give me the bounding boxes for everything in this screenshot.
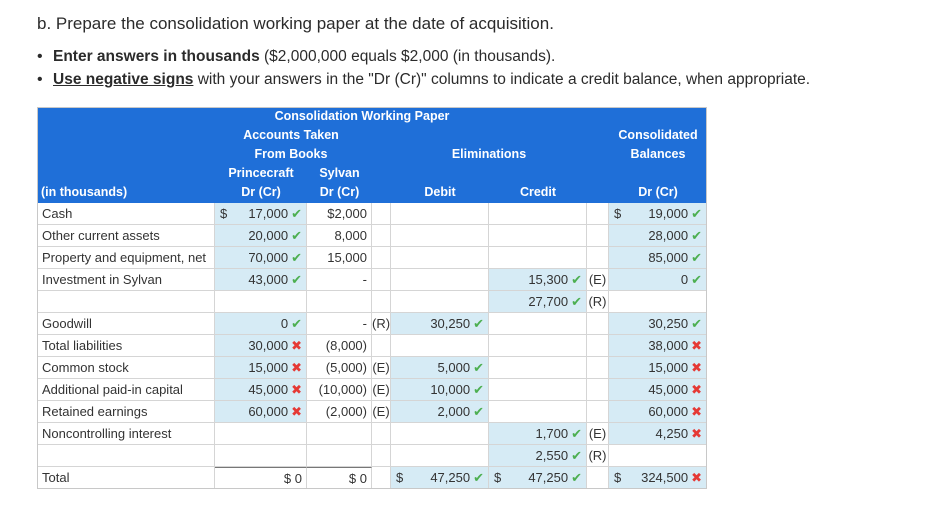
correct-icon: ✔ [691,228,702,243]
row-label-other-current-assets: Other current assets [37,225,215,247]
gw-debit[interactable]: 30,250 ✔ [391,313,489,335]
correct-icon: ✔ [691,272,702,287]
inv-consolidated[interactable]: 0 ✔ [609,269,707,291]
oca-consolidated[interactable]: 28,000 ✔ [609,225,707,247]
total-debit[interactable]: $ 47,250 ✔ [391,467,489,489]
ppe-consolidated[interactable]: 85,000 ✔ [609,247,707,269]
inv2-credit-code: (R) [587,291,609,313]
correct-icon: ✔ [473,360,484,375]
cs-sylvan-code: (E) [372,357,391,379]
apic-princecraft[interactable]: 45,000 ✖ [215,379,307,401]
correct-icon: ✔ [291,250,302,265]
re-consolidated[interactable]: 60,000 ✖ [609,401,707,423]
total-princecraft: $ 0 [215,467,307,489]
row-label-common-stock: Common stock [37,357,215,379]
correct-icon: ✔ [571,448,582,463]
correct-icon: ✔ [473,316,484,331]
header-consolidated-line1: Consolidated [618,128,698,142]
correct-icon: ✔ [691,206,702,221]
instruction-negative-bold: Use negative signs [53,71,194,88]
header-sylvan-drcr: Dr (Cr) [319,185,360,199]
ppe-princecraft[interactable]: 70,000 ✔ [215,247,307,269]
correct-icon: ✔ [291,316,302,331]
correct-icon: ✔ [571,470,582,485]
row-label-total-liabilities: Total liabilities [37,335,215,357]
header-eliminations: Eliminations [451,147,527,161]
header-title: Consolidation Working Paper [274,109,450,123]
header-credit: Credit [519,185,557,199]
header-princecraft: Princecraft [228,166,294,180]
inv-sylvan: - [307,269,372,291]
header-accounts-line1: Accounts Taken [243,128,339,142]
re-sylvan-code: (E) [372,401,391,423]
header-in-thousands: (in thousands) [41,185,128,199]
correct-icon: ✔ [291,228,302,243]
incorrect-icon: ✖ [691,426,702,441]
header-sylvan: Sylvan [319,166,360,180]
cash-princecraft[interactable]: $ 17,000 ✔ [215,203,307,225]
incorrect-icon: ✖ [691,360,702,375]
tl-princecraft[interactable]: 30,000 ✖ [215,335,307,357]
gw-consolidated[interactable]: 30,250 ✔ [609,313,707,335]
bullet-icon: • [37,71,43,88]
nci2-credit-code: (R) [587,445,609,467]
total-credit[interactable]: $ 47,250 ✔ [489,467,587,489]
apic-debit[interactable]: 10,000 ✔ [391,379,489,401]
correct-icon: ✔ [473,382,484,397]
correct-icon: ✔ [473,470,484,485]
row-label-property-equipment: Property and equipment, net [37,247,215,269]
inv-credit[interactable]: 15,300 ✔ [489,269,587,291]
cs-debit[interactable]: 5,000 ✔ [391,357,489,379]
incorrect-icon: ✖ [691,470,702,485]
apic-sylvan: (10,000) [307,379,372,401]
cs-consolidated[interactable]: 15,000 ✖ [609,357,707,379]
cs-sylvan: (5,000) [307,357,372,379]
correct-icon: ✔ [571,294,582,309]
gw-sylvan-code: (R) [372,313,391,335]
total-consolidated[interactable]: $ 324,500 ✖ [609,467,707,489]
instruction-thousands-text: ($2,000,000 equals $2,000 (in thousands). [259,48,556,65]
correct-icon: ✔ [571,426,582,441]
incorrect-icon: ✖ [291,360,302,375]
cash-sylvan: $2,000 [307,203,372,225]
header-princecraft-drcr: Dr (Cr) [241,185,281,199]
oca-sylvan: 8,000 [307,225,372,247]
instruction-negative-text: with your answers in the "Dr (Cr)" columns to indicate a credit balance, when appropriate. [193,71,811,88]
ppe-sylvan: 15,000 [307,247,372,269]
row-label-total: Total [37,467,215,489]
row-label-retained-earnings: Retained earnings [37,401,215,423]
nci-consolidated[interactable]: 4,250 ✖ [609,423,707,445]
nci-credit[interactable]: 1,700 ✔ [489,423,587,445]
re-debit[interactable]: 2,000 ✔ [391,401,489,423]
inv-princecraft[interactable]: 43,000 ✔ [215,269,307,291]
nci-credit-code: (E) [587,423,609,445]
row-label-noncontrolling-interest: Noncontrolling interest [37,423,215,445]
correct-icon: ✔ [291,206,302,221]
gw-princecraft[interactable]: 0 ✔ [215,313,307,335]
header-consolidated-drcr: Dr (Cr) [638,185,678,199]
bullet-icon: • [37,48,43,65]
inv-credit-code: (E) [587,269,609,291]
question-title: b. Prepare the consolidation working paper at the date of acquisition. [37,14,554,33]
row-label-investment-in-sylvan: Investment in Sylvan [37,269,215,291]
instruction-negative [37,69,810,92]
instructions [37,46,810,92]
correct-icon: ✔ [571,272,582,287]
row-label-goodwill: Goodwill [37,313,215,335]
instruction-thousands [37,46,810,69]
correct-icon: ✔ [473,404,484,419]
incorrect-icon: ✖ [691,404,702,419]
gw-sylvan: - [307,313,372,335]
correct-icon: ✔ [691,316,702,331]
inv2-credit[interactable]: 27,700 ✔ [489,291,587,313]
apic-consolidated[interactable]: 45,000 ✖ [609,379,707,401]
cash-consolidated[interactable]: $ 19,000 ✔ [609,203,707,225]
consolidation-working-paper [37,107,707,489]
correct-icon: ✔ [291,272,302,287]
cs-princecraft[interactable]: 15,000 ✖ [215,357,307,379]
incorrect-icon: ✖ [291,338,302,353]
tl-consolidated[interactable]: 38,000 ✖ [609,335,707,357]
instruction-thousands-bold: Enter answers in thousands [53,48,260,65]
re-sylvan: (2,000) [307,401,372,423]
oca-princecraft[interactable]: 20,000 ✔ [215,225,307,247]
correct-icon: ✔ [691,250,702,265]
row-label-additional-paid-in-capital: Additional paid-in capital [37,379,215,401]
header-debit: Debit [424,185,456,199]
row-label-cash: Cash [37,203,215,225]
tl-sylvan: (8,000) [307,335,372,357]
apic-sylvan-code: (E) [372,379,391,401]
nci2-credit[interactable]: 2,550 ✔ [489,445,587,467]
incorrect-icon: ✖ [691,382,702,397]
header-accounts-line2: From Books [254,147,328,161]
incorrect-icon: ✖ [291,404,302,419]
incorrect-icon: ✖ [291,382,302,397]
header-consolidated-line2: Balances [630,147,686,161]
total-sylvan: $ 0 [307,467,372,489]
table-border [37,107,707,489]
re-princecraft[interactable]: 60,000 ✖ [215,401,307,423]
incorrect-icon: ✖ [691,338,702,353]
